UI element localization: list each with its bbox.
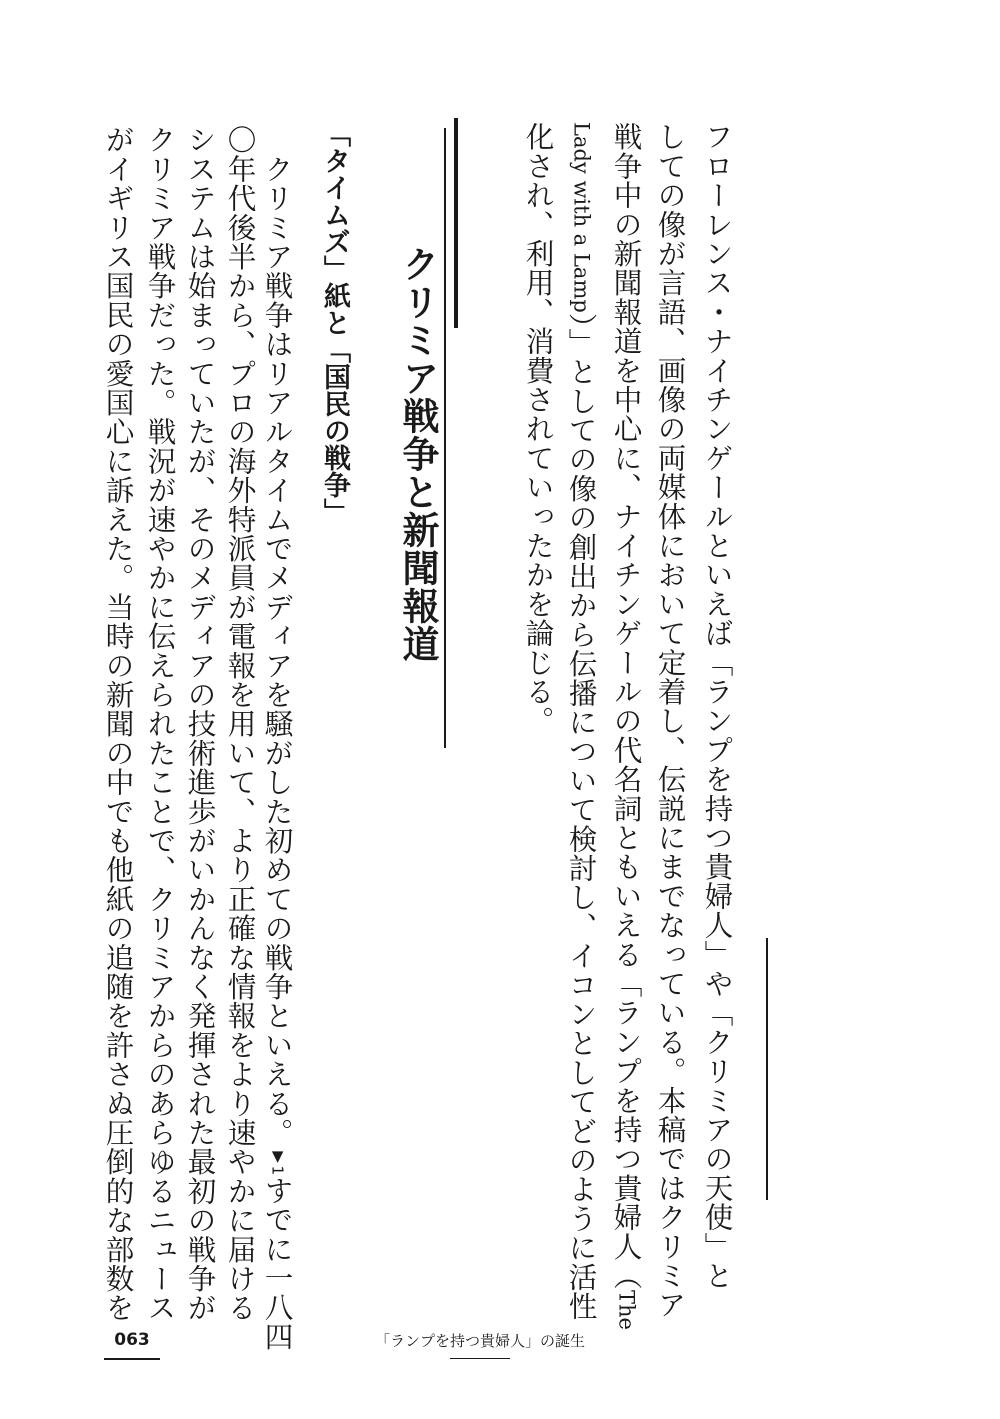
page-number: 063 — [114, 1330, 150, 1350]
body-line-1-tail: すでに一八四 — [260, 1175, 295, 1351]
body-line-2: 〇年代後半から、プロの海外特派員が電報を用いて、より正確な情報をより速やかに届ける — [223, 125, 258, 1323]
intro-line-2: しての像が言語、画像の両媒体において定着し、伝説にまでなっている。本稿ではクリミア — [653, 122, 688, 1320]
intro-line-3 — [609, 122, 644, 1330]
intro-latin-lady-with-a-lamp: Lady with a Lamp — [569, 122, 594, 313]
intro-line-3-text: 戦争中の新聞報道を中心に、ナイチンゲールの代名詞ともいえる「ランプを持つ貴婦人（ — [609, 122, 644, 1290]
section-heading: クリミア戦争と新聞報道 — [396, 245, 439, 663]
running-head: 「ランプを持つ貴婦人」の誕生 — [374, 1332, 585, 1350]
heading-rule — [454, 118, 458, 328]
page-number-rule — [104, 1358, 160, 1360]
note-reference-marker: ▼1 — [268, 1147, 287, 1176]
intro-line-4-text: ）」としての像の創出から伝播について検討し、イコンとしてどのように活性 — [564, 312, 599, 1321]
body-line-5: がイギリス国民の愛国心に訴えた。当時の新聞の中でも他紙の追随を許さぬ圧倒的な部数を — [101, 125, 136, 1323]
running-head-rule — [450, 1358, 510, 1359]
intro-latin-the: The — [614, 1290, 639, 1330]
body-line-3: システムは始まっていたが、そのメディアの技術進歩がいかんなく発揮された最初の戦争が — [183, 125, 218, 1323]
subheading: 「タイムズ」紙と「国民の戦争」 — [319, 120, 350, 525]
body-line-1 — [260, 125, 295, 1351]
body-line-1-text: クリミア戦争はリアルタイムでメディアを騒がした初めての戦争といえる。 — [260, 125, 295, 1147]
intro-line-5: 化され、利用、消費されていったかを論じる。 — [521, 122, 556, 736]
intro-line-4 — [564, 122, 599, 1321]
body-line-4: クリミア戦争だった。戦況が速やかに伝えられたことで、クリミアからのあらゆるニュース — [143, 125, 178, 1323]
intro-rule-right — [766, 938, 768, 1200]
intro-line-1: フローレンス・ナイチンゲールといえば「ランプを持つ貴婦人」や「クリミアの天使」と — [700, 122, 735, 1290]
intro-rule-left — [444, 128, 446, 748]
